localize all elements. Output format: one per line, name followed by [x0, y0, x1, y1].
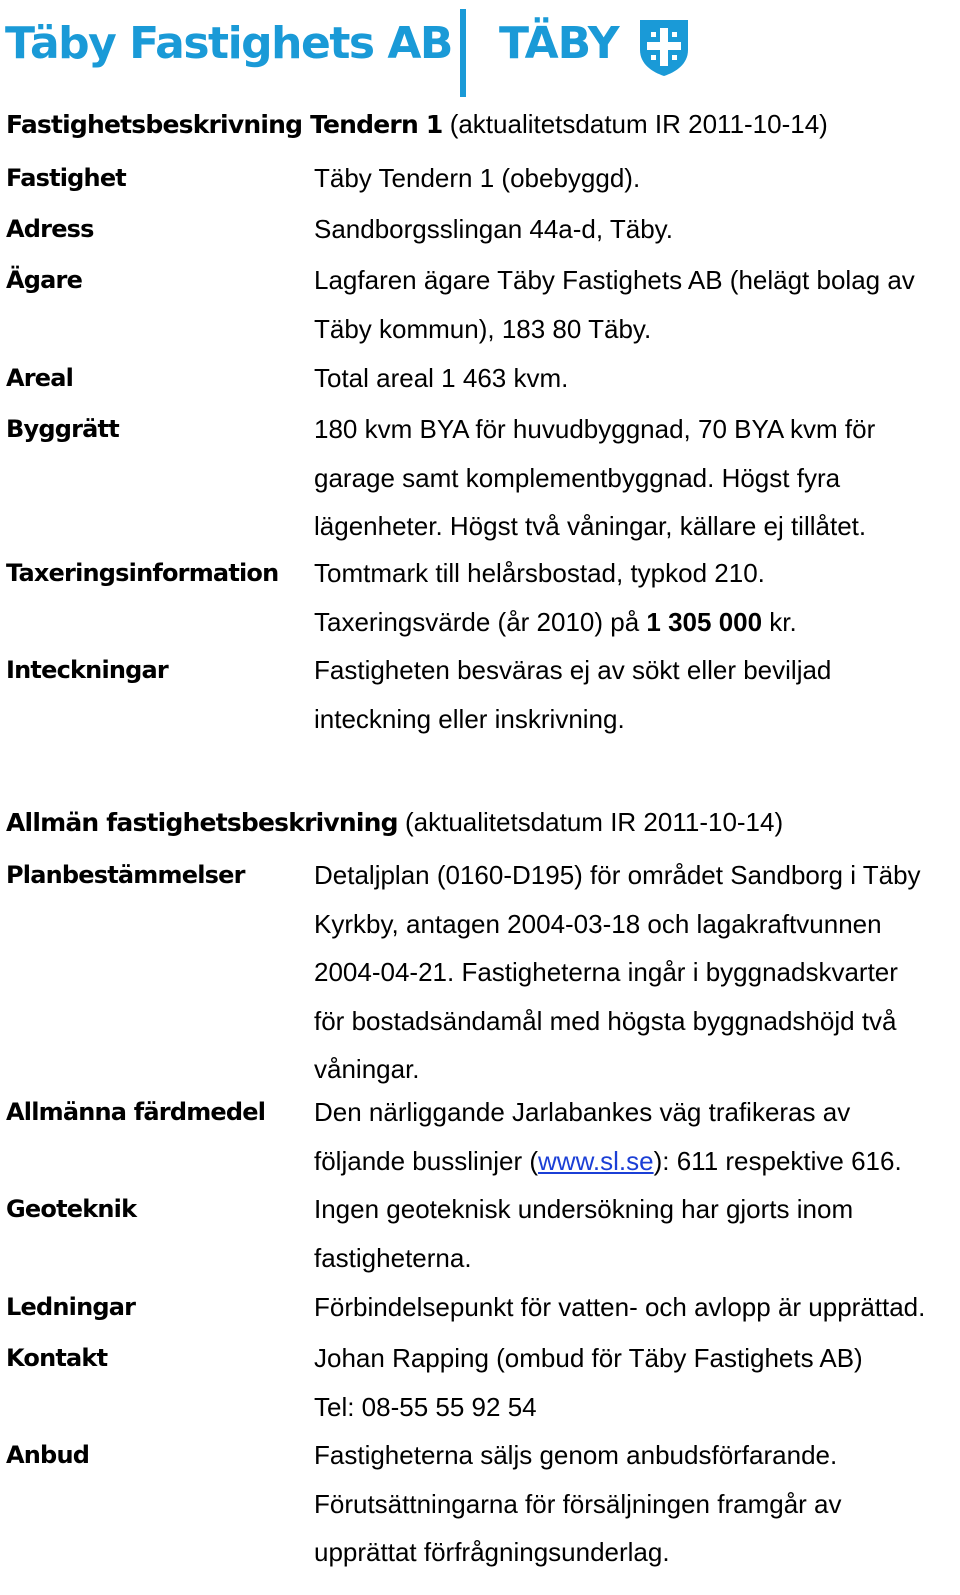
section-title: Fastighetsbeskrivning Tendern 1 — [6, 110, 443, 139]
value-kontakt — [314, 1334, 954, 1431]
section-title: Allmän fastighetsbeskrivning — [6, 808, 398, 837]
value-line: Fastigheten besväras ej av sökt eller beviljad — [314, 655, 832, 685]
label-agare: Ägare — [6, 266, 83, 294]
label-geoteknik: Geoteknik — [6, 1195, 137, 1223]
value-line: Lagfaren ägare Täby Fastighets AB (helägt bolag av — [314, 265, 915, 295]
municipality-logo-text: TÄBY — [499, 18, 619, 69]
value-line: våningar. — [314, 1054, 420, 1084]
label-anbud: Anbud — [6, 1441, 90, 1469]
value-line — [314, 598, 954, 647]
value-line: Detaljplan (0160-D195) för området Sandborg i Täby — [314, 860, 921, 890]
section-heading-property — [6, 111, 828, 137]
value-line: upprättat förfrågningsunderlag. — [314, 1537, 670, 1567]
value-line: Total areal 1 463 kvm. — [314, 363, 569, 393]
label-allmanna-fardmedel: Allmänna färdmedel — [6, 1098, 266, 1126]
value-line: lägenheter. Högst två våningar, källare ej tillåtet. — [314, 511, 867, 541]
bus-text-before-link: följande busslinjer ( — [314, 1145, 539, 1176]
value-agare — [314, 256, 954, 353]
value-line: Johan Rapping (ombud för Täby Fastighets AB) — [314, 1343, 863, 1373]
label-areal: Areal — [6, 364, 74, 392]
label-adress: Adress — [6, 215, 94, 243]
value-line: Ingen geoteknisk undersökning har gjorts inom — [314, 1194, 854, 1224]
value-line: Förbindelsepunkt för vatten- och avlopp är upprättad. — [314, 1292, 926, 1322]
value-line: Kyrkby, antagen 2004-03-18 och lagakraftvunnen — [314, 908, 882, 939]
value-ledningar — [314, 1283, 954, 1332]
label-inteckningar: Inteckningar — [6, 656, 168, 684]
tax-value-suffix: kr. — [762, 606, 797, 637]
value-line: Tomtmark till helårsbostad, typkod 210. — [314, 558, 765, 588]
value-adress — [314, 205, 954, 254]
value-line: Fastigheterna säljs genom anbudsförfarande. — [314, 1440, 838, 1470]
taby-shield-icon — [638, 18, 690, 78]
value-line: Täby Tendern 1 (obebyggd). — [314, 163, 641, 193]
value-byggratt — [314, 405, 954, 551]
value-line: garage samt komplementbyggnad. Högst fyra — [314, 462, 841, 493]
value-line: Sandborgsslingan 44a-d, Täby. — [314, 214, 673, 244]
sl-website-link[interactable]: www.sl.se — [538, 1145, 654, 1176]
value-planbestammelser — [314, 851, 954, 1094]
value-line: Täby kommun), 183 80 Täby. — [314, 313, 652, 344]
section-date-note: (aktualitetsdatum IR 2011-10-14) — [404, 807, 784, 837]
value-line: 2004-04-21. Fastigheterna ingår i byggnadskvarter — [314, 957, 898, 987]
value-anbud — [314, 1431, 954, 1577]
value-geoteknik — [314, 1185, 954, 1282]
value-line: fastigheterna. — [314, 1242, 472, 1273]
tax-value-amount: 1 305 000 — [646, 606, 763, 637]
label-kontakt: Kontakt — [6, 1344, 108, 1372]
value-line: Den närliggande Jarlabankes väg trafikeras av — [314, 1097, 851, 1127]
value-line: Förutsättningarna för försäljningen framgår av — [314, 1488, 842, 1519]
value-line: inteckning eller inskrivning. — [314, 703, 625, 734]
document-header — [0, 0, 960, 100]
logo-divider — [460, 9, 466, 97]
value-line: för bostadsändamål med högsta byggnadshöjd två — [314, 1005, 897, 1036]
label-ledningar: Ledningar — [6, 1293, 136, 1321]
label-taxeringsinformation: Taxeringsinformation — [6, 559, 279, 587]
value-line: 180 kvm BYA för huvudbyggnad, 70 BYA kvm för — [314, 414, 876, 444]
section-heading-general — [6, 809, 783, 835]
section-date-note: (aktualitetsdatum IR 2011-10-14) — [449, 109, 828, 139]
value-fastighet — [314, 154, 954, 203]
value-line: Tel: 08-55 55 92 54 — [314, 1391, 537, 1422]
tax-value-prefix: Taxeringsvärde (år 2010) på — [314, 606, 647, 637]
value-inteckningar — [314, 646, 954, 743]
company-logo: Täby Fastighets AB — [5, 18, 452, 69]
label-planbestammelser: Planbestämmelser — [6, 861, 245, 889]
bus-text-after-link: ): 611 respektive 616. — [653, 1145, 902, 1176]
value-areal — [314, 354, 954, 403]
label-byggratt: Byggrätt — [6, 415, 119, 443]
label-fastighet: Fastighet — [6, 164, 126, 192]
value-line — [314, 1137, 954, 1186]
value-allmanna-fardmedel — [314, 1088, 954, 1185]
value-taxeringsinformation — [314, 549, 954, 646]
